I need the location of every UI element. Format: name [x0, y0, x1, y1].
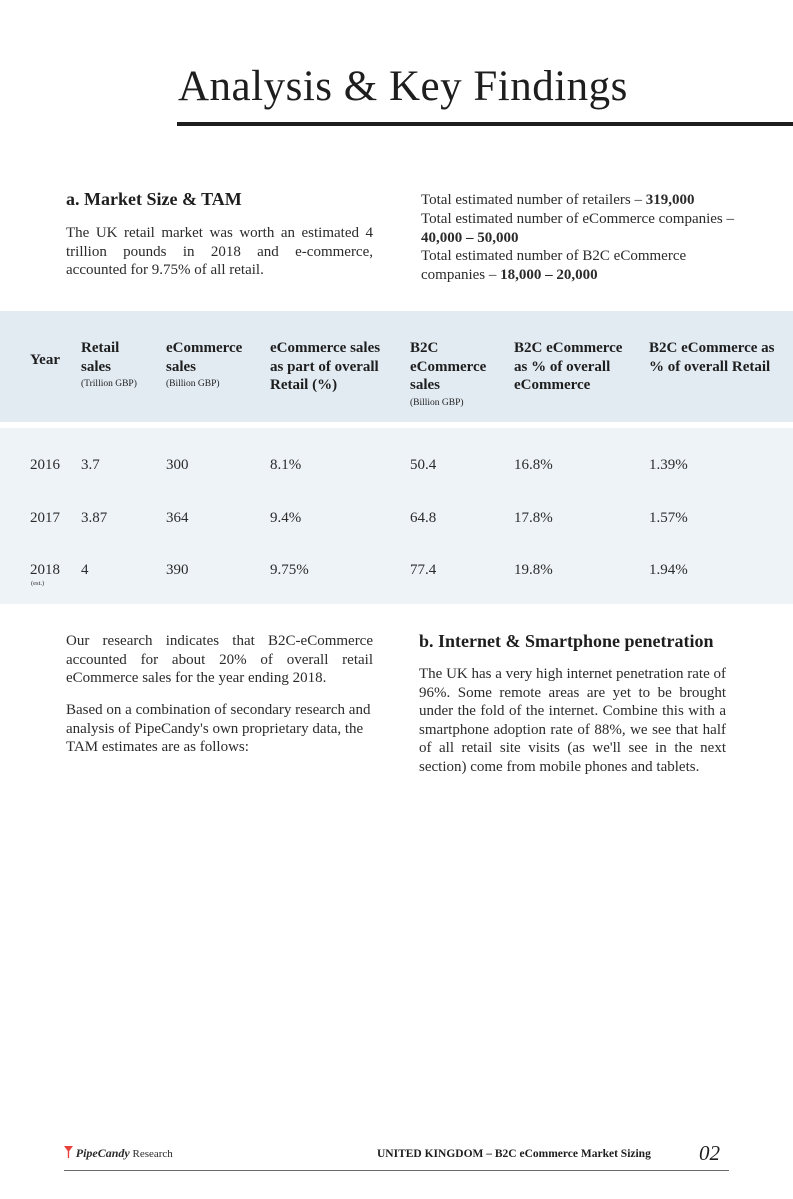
title-underline	[177, 122, 793, 126]
cell-retail: 4	[81, 562, 89, 578]
cell-year: 2017	[30, 510, 60, 526]
header-b2c-pct-ecommerce: B2C eCommerce as % of overall eCommerce	[514, 340, 623, 393]
header-ecommerce-pct-retail: eCommerce sales as part of overall Retail (%)	[270, 340, 381, 393]
header-year: Year	[30, 352, 60, 368]
page-number: 02	[699, 1141, 720, 1165]
cell-b2c-ecommerce-pct: 19.8%	[514, 562, 553, 578]
cell-b2c: 64.8	[410, 510, 437, 526]
cell-b2c-retail-pct: 1.94%	[649, 562, 688, 578]
research-paragraph-1: Our research indicates that B2C-eCommerce accounted for about 20% of overall retail eCommerce sales for the year ending 2018.	[66, 633, 373, 686]
cell-ecommerce: 300	[166, 457, 189, 473]
cell-year-note: (est.)	[31, 580, 45, 587]
stat-ecommerce-companies: Total estimated number of eCommerce companies – 40,000 – 50,000	[421, 210, 735, 246]
page-title: Analysis & Key Findings	[178, 63, 628, 110]
cell-retail: 3.7	[81, 457, 100, 473]
header-b2c-pct-retail: B2C eCommerce as % of overall Retail	[649, 340, 775, 375]
candy-icon	[64, 1146, 73, 1158]
cell-b2c: 77.4	[410, 562, 437, 578]
stat-b2c-companies: Total estimated number of B2C eCommerce companies – 18,000 – 20,000	[421, 248, 687, 284]
footer-divider	[64, 1170, 729, 1171]
research-paragraph-2: Based on a combination of secondary research and analysis of PipeCandy's own proprietary data, the TAM estimates are as follows:	[66, 702, 371, 755]
cell-ecommerce: 390	[166, 562, 189, 578]
header-retail-sales: Retail sales (Trillion GBP)	[81, 340, 137, 389]
cell-year: 2018	[30, 562, 60, 578]
internet-paragraph: The UK has a very high internet penetration rate of 96%. Some remote areas are yet to be brought under the fold of the internet. Combine this with a smartphone adoption rate of 88%, we see that half of all retail site visits (as we'll see in the next section) come from mobile phones and tablets.	[419, 666, 726, 775]
market-size-heading: a. Market Size & TAM	[66, 189, 242, 209]
brand-suffix: Research	[132, 1148, 173, 1160]
cell-b2c-retail-pct: 1.57%	[649, 510, 688, 526]
internet-heading: b. Internet & Smartphone penetration	[419, 631, 714, 651]
cell-b2c: 50.4	[410, 457, 437, 473]
brand-name: PipeCandy	[75, 1146, 130, 1160]
cell-ecommerce-pct: 9.4%	[270, 510, 302, 526]
cell-ecommerce-pct: 8.1%	[270, 457, 302, 473]
market-size-paragraph: The UK retail market was worth an estimated 4 trillion pounds in 2018 and e-commerce, accounted for 9.75% of all retail.	[66, 225, 373, 278]
cell-b2c-ecommerce-pct: 17.8%	[514, 510, 553, 526]
cell-ecommerce-pct: 9.75%	[270, 562, 309, 578]
cell-retail: 3.87	[81, 510, 108, 526]
cell-b2c-retail-pct: 1.39%	[649, 457, 688, 473]
cell-year: 2016	[30, 457, 60, 473]
footer-document-title: UNITED KINGDOM – B2C eCommerce Market Sizing	[377, 1148, 651, 1160]
header-b2c-sales: B2C eCommerce sales (Billion GBP)	[410, 340, 487, 408]
cell-ecommerce: 364	[166, 510, 189, 526]
cell-b2c-ecommerce-pct: 16.8%	[514, 457, 553, 473]
retailer-stats	[421, 191, 741, 285]
header-ecommerce-sales: eCommerce sales (Billion GBP)	[166, 340, 243, 389]
stat-retailers: Total estimated number of retailers – 319,000	[421, 192, 695, 208]
footer-logo	[64, 1146, 173, 1161]
